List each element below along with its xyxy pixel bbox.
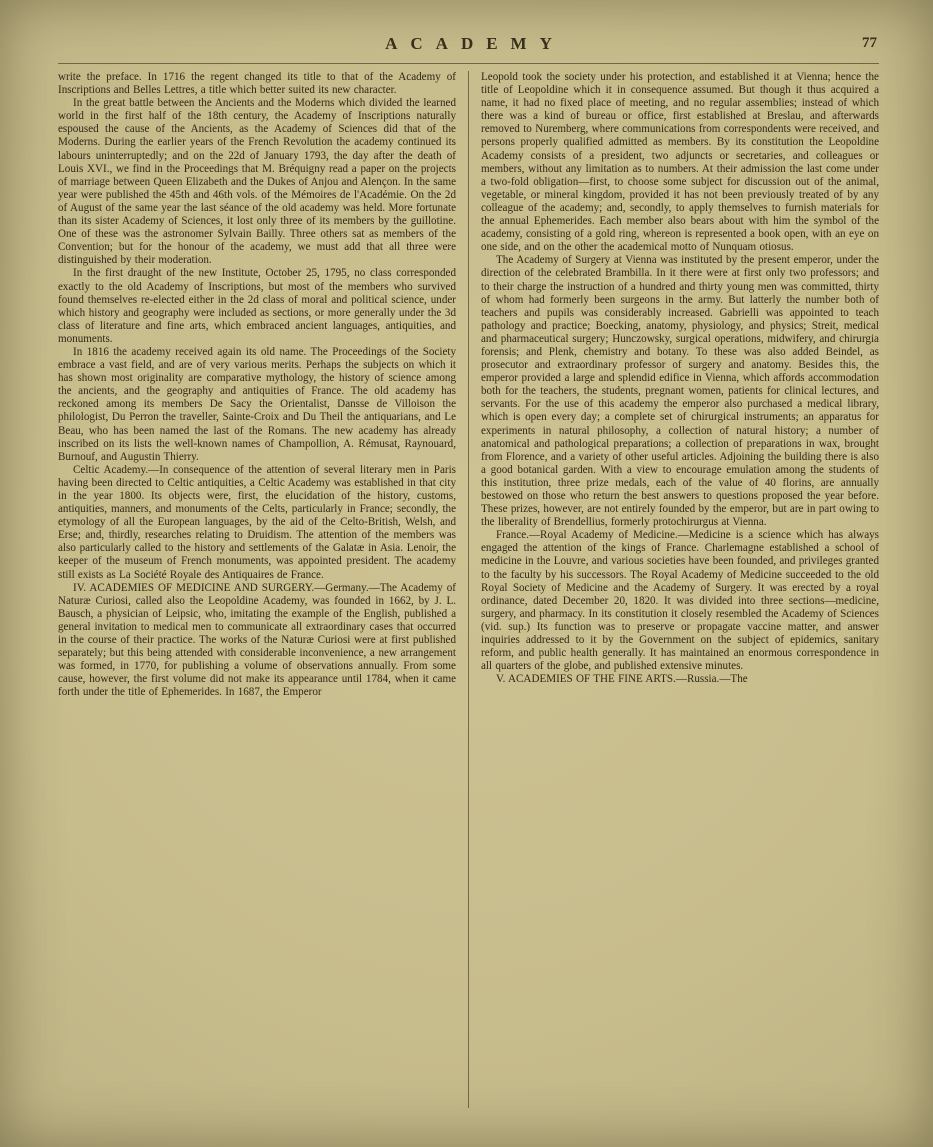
column-divider [468, 71, 469, 1108]
paragraph: Leopold took the society under his protection, and established it at Vienna; hence the title of Leopoldine which it in consequence assumed. But though it thus acquired a name, it had no fixed place of meeting, and no regular assemblies; instead of which there was a kind of bureau or office, first established at Breslau, and afterwards removed to Nuremberg, where communications from correspondents were received, and persons properly qualified admitted as members. By its constitution the Leopoldine Academy consists of a president, two adjuncts or secretaries, and colleagues or members, without any limitation as to numbers. At their admission the last come under a two-fold obligation—first, to choose some subject for discussion out of the animal, vegetable, or mineral kingdom, provided it has not been previously treated of by any colleague of the academy; and, secondly, to apply themselves to furnish materials for the annual Ephemerides. Each member also bears about with him the symbol of the academy, consisting of a gold ring, whereon is represented a book open, with an eye on one side, and on the other the academical motto of Nunquam otiosus. [481, 71, 879, 254]
paragraph: The Academy of Surgery at Vienna was instituted by the present emperor, under the direction of the celebrated Brambilla. In it there were at first only two professors; and to their charge the instruction of a hundred and thirty young men was committed, thirty of whom had formerly been surgeons in the army. But latterly the number both of teachers and pupils was considerably increased. Gabrielli was appointed to teach pathology and practice; Boecking, anatomy, physiology, and physics; Streit, medical and pharmaceutical surgery; Hunczowsky, surgical operations, midwifery, and chirurgia forensis; and Plenk, chemistry and botany. To these was also added Beindel, as prosecutor and extraordinary professor of surgery and anatomy. Besides this, the emperor provided a large and splendid edifice in Vienna, which affords accommodation both for the teachers, the students, pregnant women, patients for clinical lectures, and servants. For the use of this academy the emperor also purchased a medical library, which is open every day; a complete set of chirurgical instruments; an apparatus for experiments in natural philosophy, a collection of natural history; a number of anatomical and pathological preparations; a collection of preparations in wax, brought from Florence, and a variety of other useful articles. Adjoining the building there is also a good botanical garden. With a view to encourage emulation among the students of this institution, three prize medals, each of the value of 40 florins, are annually bestowed on those who return the best answers to questions proposed the year before. These prizes, however, are not entirely founded by the emperor, but are in part owing to the liberality of Brendellius, formerly protochirurgus at Vienna. [481, 254, 879, 529]
paragraph: In the great battle between the Ancients and the Moderns which divided the learned world in the first half of the 18th century, the Academy of Inscriptions naturally espoused the cause of the Ancients, as the Academy of Sciences did that of the Moderns. During the earlier years of the French Revolution the academy continued its labours uninterruptedly; and on the 22d of January 1793, the day after the death of Louis XVI., we find in the Proceedings that M. Bréquigny read a paper on the projects of marriage between Queen Elizabeth and the Dukes of Anjou and Alençon. In the same year were published the 45th and 46th vols. of the Mémoires de l'Académie. On the 2d of August of the same year the last séance of the old academy was held. More fortunate than its sister Academy of Sciences, it lost only three of its members by the guillotine. One of these was the astronomer Sylvain Bailly. Three others sat as members of the Convention; but for the honour of the academy, we must add that all three were distinguished by their moderation. [58, 97, 456, 267]
column-right [469, 71, 879, 1108]
paragraph: Celtic Academy.—In consequence of the attention of several literary men in Paris having been directed to Celtic antiquities, a Celtic Academy was established in that city in the year 1800. Its objects were, first, the elucidation of the history, customs, antiquities, manners, and monuments of the Celts, particularly in France; secondly, the etymology of all the European languages, by the aid of the Celto-British, Welsh, and Erse; and, thirdly, researches relating to Druidism. The attention of the members was also particularly called to the history and settlements of the Galatæ in Asia. Lenoir, the keeper of the museum of French monuments, was appointed president. The academy still exists as La Société Royale des Antiquaires de France. [58, 463, 456, 581]
page-number: 77 [862, 35, 877, 51]
paragraph: V. ACADEMIES OF THE FINE ARTS.—Russia.—The [496, 673, 748, 686]
paragraph: France.—Royal Academy of Medicine.—Medicine is a science which has always engaged the attention of the kings of France. Charlemagne established a school of medicine in the Louvre, and various societies have been founded, and privileges granted to the faculty by his successors. The Royal Academy of Medicine succeeded to the old Royal Society of Medicine and the Academy of Surgery. It was erected by a royal ordinance, dated December 20, 1820. It was divided into three sections—medicine, surgery, and pharmacy. In its constitution it closely resembled the Academy of Sciences (vid. sup.) Its function was to preserve or propagate vaccine matter, and answer inquiries addressed to it by the Government on the subject of epidemics, sanitary reform, and public health generally. It has maintained an enormous correspondence in all quarters of the globe, and published extensive minutes. [481, 529, 879, 673]
paragraph: In the first draught of the new Institute, October 25, 1795, no class corresponded exactly to the old Academy of Inscriptions, but most of the members who survived found themselves re-elected either in the 2d class of moral and political science, under which history and geography were included as sections, or more generally under the 3d class of literature and fine arts, which embraced ancient languages, antiquities, and monuments. [58, 267, 456, 345]
text-columns [58, 71, 879, 1108]
header-rule [58, 63, 879, 64]
column-left [58, 71, 468, 1108]
paragraph: IV. ACADEMIES OF MEDICINE AND SURGERY.—Germany.—The Academy of Naturæ Curiosi, called also the Leopoldine Academy, was founded in 1662, by J. L. Bausch, a physician of Leipsic, who, imitating the example of the English, published a general invitation to medical men to communicate all extraordinary cases that occurred in the course of their practice. The works of the Naturæ Curiosi were at first published separately; but this being attended with considerable inconvenience, a new arrangement was formed, in 1770, for publishing a volume of observations annually. From some cause, however, the first volume did not make its appearance until 1784, when it came forth under the title of Ephemerides. In 1687, the Emperor [58, 581, 456, 699]
page-header [58, 34, 879, 60]
paragraph: write the preface. In 1716 the regent changed its title to that of the Academy of Inscriptions and Belles Lettres, a title which better suited its new character. [58, 71, 456, 97]
page-title: ACADEMY [385, 34, 565, 53]
paragraph: In 1816 the academy received again its old name. The Proceedings of the Society embrace a vast field, and are of very various merits. Perhaps the subjects on which it has shown most originality are comparative mythology, the history of science among the ancients, and the geography and antiquities of France. The old academy has reckoned among its members De Sacy the Orientalist, Dansse de Villoison the philologist, Du Perron the traveller, Sainte-Croix and Du Theil the antiquarians, and Le Beau, who has been named the last of the Romans. The new academy has already inscribed on its lists the well-known names of Champollion, A. Rémusat, Raynouard, Burnouf, and Augustin Thierry. [58, 345, 456, 463]
